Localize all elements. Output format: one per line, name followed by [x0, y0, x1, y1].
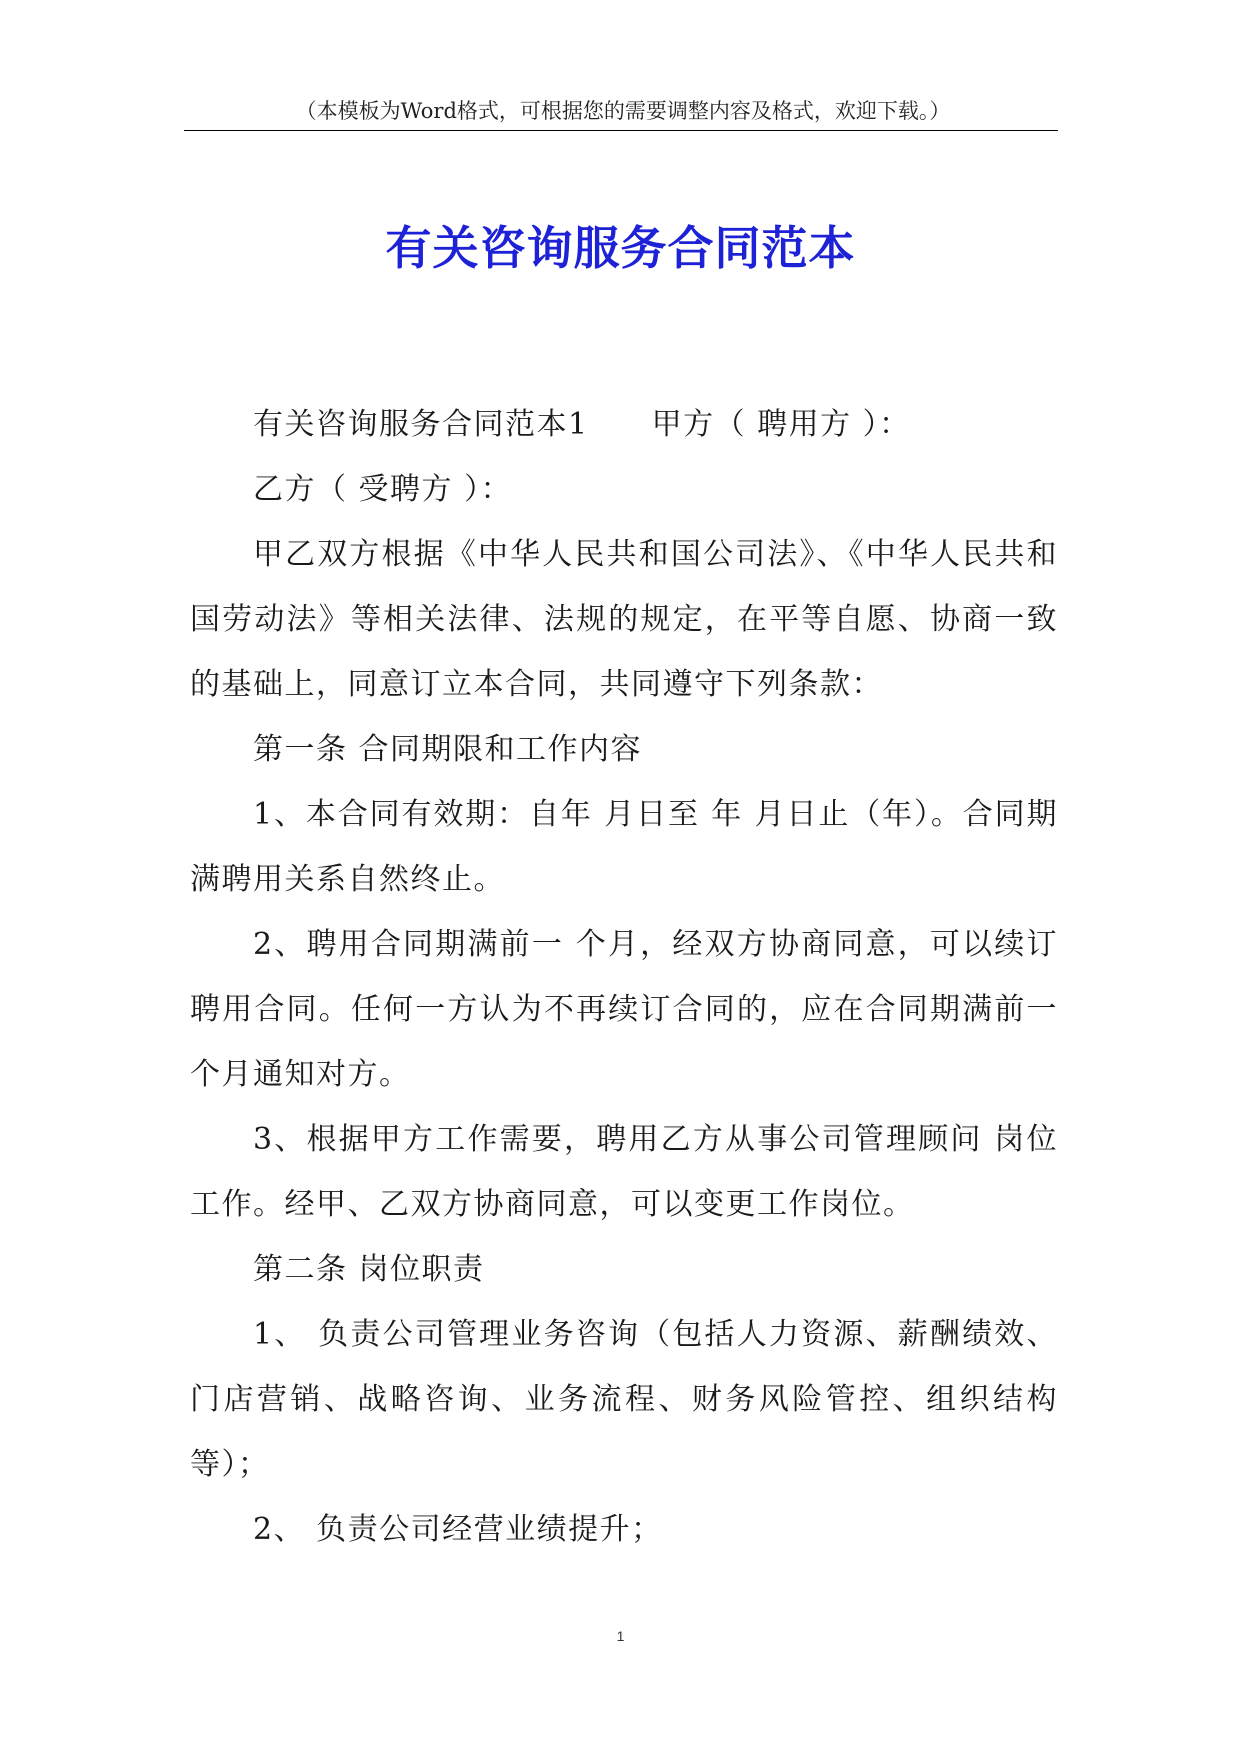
article-1-clause-2: 2、聘用合同期满前一 个月，经双方协商同意，可以续订聘用合同。任何一方认为不再续订合同的，应在合同期满前一 个月通知对方。	[190, 927, 1058, 1092]
paragraph-party-b: 乙方（ 受聘方 ）：	[253, 472, 513, 507]
header-divider	[184, 130, 1058, 131]
article-1-heading: 第一条 合同期限和工作内容	[253, 732, 643, 767]
article-2-clause-2: 2、 负责公司经营业绩提升；	[253, 1512, 663, 1547]
article-2-clause-1: 1、 负责公司管理业务咨询（包括人力资源、薪酬绩效、门店营销、战略咨询、业务流程、财务风险管控、组织结构等）；	[190, 1317, 1058, 1482]
article-1-clause-1: 1、本合同有效期：自年 月日至 年 月日止（年）。合同期满聘用关系自然终止。	[190, 797, 1058, 897]
paragraph-parties-intro: 有关咨询服务合同范本1 甲方（ 聘用方 ）：	[253, 407, 911, 442]
paragraph-preamble: 甲乙双方根据《中华人民共和国公司法》、《中华人民共和国劳动法》等相关法律、法规的规定，在平等自愿、协商一致的基础上，同意订立本合同，共同遵守下列条款：	[190, 537, 1058, 702]
article-2-heading: 第二条 岗位职责	[253, 1252, 485, 1287]
article-1-clause-3: 3、根据甲方工作需要，聘用乙方从事公司管理顾问 岗位工作。经甲、乙双方协商同意，可以变更工作岗位。	[190, 1122, 1058, 1222]
page-number: 1	[616, 1628, 625, 1644]
document-title: 有关咨询服务合同范本	[385, 221, 856, 275]
document-body	[190, 392, 1058, 1562]
header-note: （本模板为Word格式，可根据您的需要调整内容及格式，欢迎下载。）	[295, 99, 951, 123]
